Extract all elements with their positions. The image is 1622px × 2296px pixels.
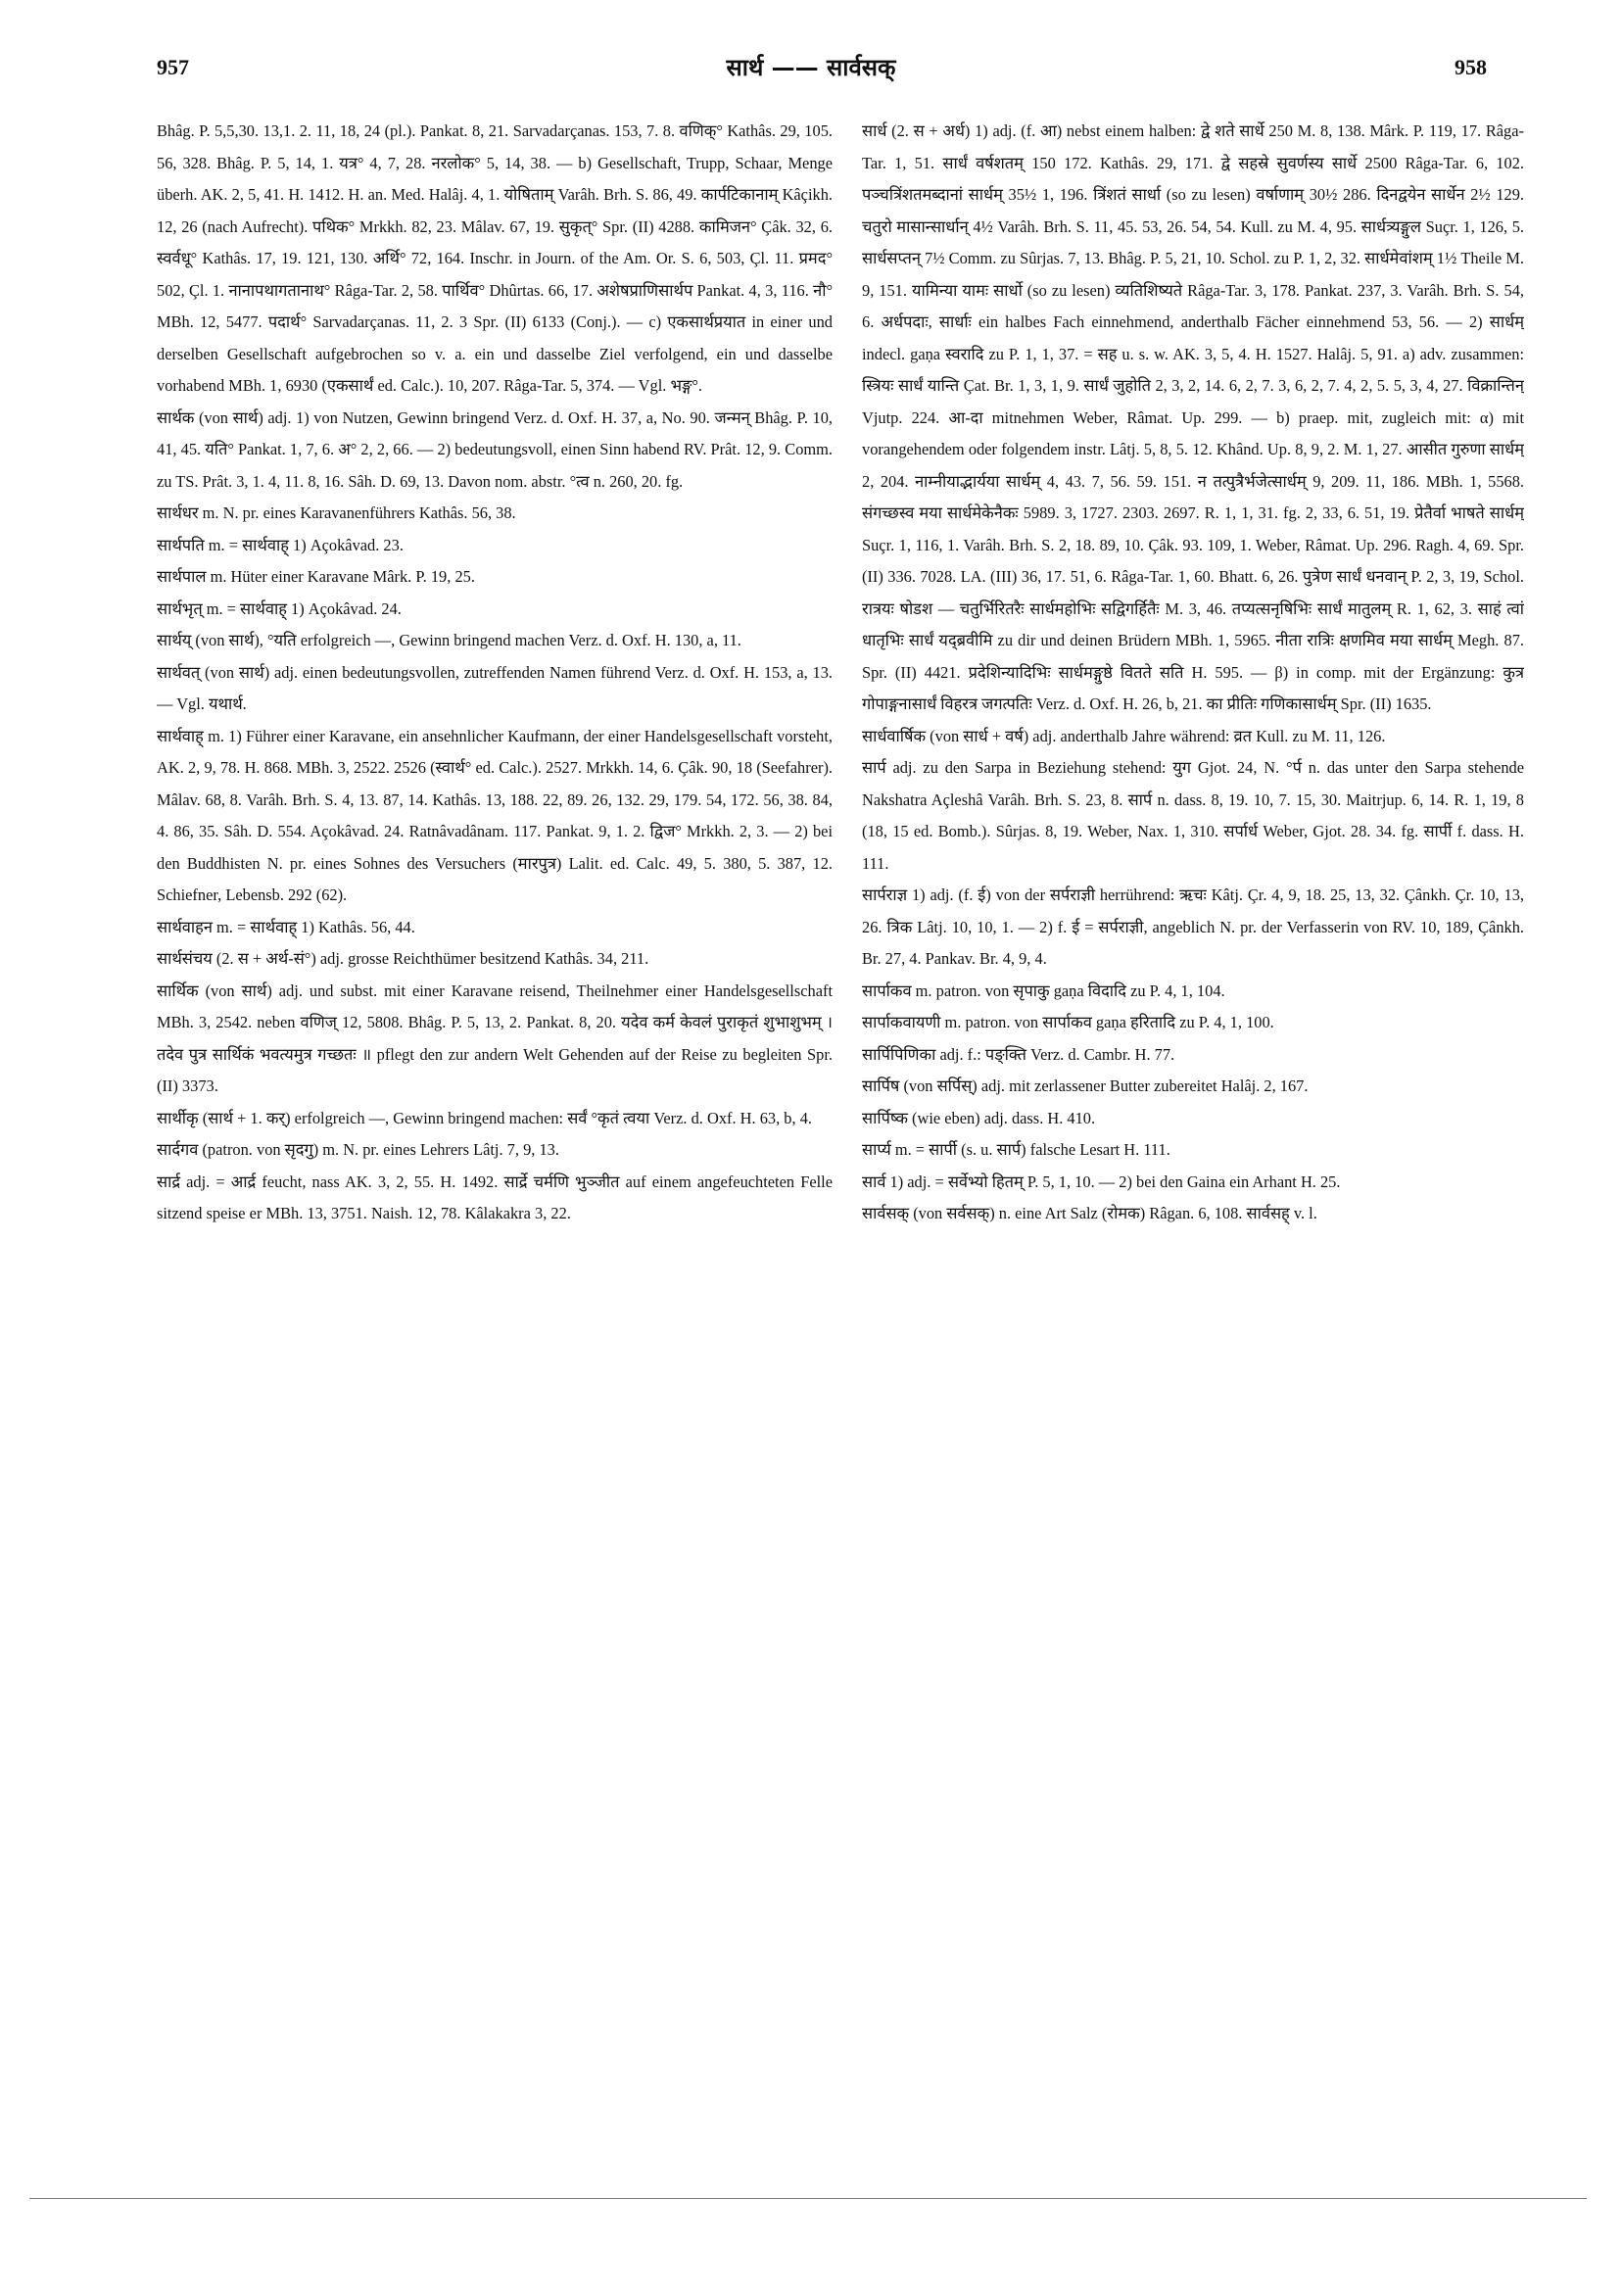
bottom-rule xyxy=(29,2198,1587,2199)
entry-paragraph: सार्थपति m. = सार्थवाह् 1) Açokâvad. 23. xyxy=(157,535,404,554)
entry-paragraph: सार्वसक् (von सर्वसक्) n. eine Art Salz (रोमक) Râgan. 6, 108. सार्वसह् v. l. xyxy=(862,1204,1317,1222)
page-number-left: 957 xyxy=(157,55,189,79)
entry-paragraph: सार्थीकृ (सार्थ + 1. कर्) erfolgreich —, Gewinn bringend machen: सर्वं °कृतं त्वया Verz. d. Oxf. H. 63, b, 4. xyxy=(157,1108,812,1127)
entry-paragraph: सार्प adj. zu den Sarpa in Beziehung stehend: युग Gjot. 24, N. °र्प n. das unter den Sarpa stehende Nakshatra Açleshâ Varâh. Brh. S. 23, 8. सार्प n. dass. 8, 19. 10, 7. 15, 30. Maitrjup. 6, 14. R. 1, 19, 8 (18, 15 ed. Bomb.). Sûrjas. 8, 19. Weber, Nax. 1, 310. सर्पार्ध Weber, Gjot. 28. 34. fg. सार्पी f. dass. H. 111. xyxy=(862,758,1524,873)
entry-paragraph: सार्थवत् (von सार्थ) adj. einen bedeutungsvollen, zutreffenden Namen führend Verz. d. Oxf. H. 153, a, 13. — Vgl. यथार्थ. xyxy=(157,662,833,713)
entry-paragraph: सार्थक (von सार्थ) adj. 1) von Nutzen, Gewinn bringend Verz. d. Oxf. H. 37, a, No. 90. जन्मन् Bhâg. P. 10, 41, 45. यति° Pankat. 1, 7, 6. अ° 2, 2, 66. — 2) bedeutungsvoll, einen Sinn habend RV. Prât. 12, 9. Comm. zu TS. Prât. 3, 1. 4, 11. 8, 16. Sâh. D. 69, 13. Davon nom. abstr. °त्व n. 260, 20. fg. xyxy=(157,407,833,491)
entry-paragraph: सार्प्य m. = सार्पी (s. u. सार्प) falsche Lesart H. 111. xyxy=(862,1140,1170,1159)
entry-paragraph: सार्थवाहन m. = सार्थवाह् 1) Kathâs. 56, 44. xyxy=(157,917,415,936)
entry-paragraph: सार्थवाह् m. 1) Führer einer Karavane, ein ansehnlicher Kaufmann, der einer Handelsgesellschaft vorsteht, AK. 2, 9, 78. H. 868. MBh. 3, 2522. 2526 (स्वार्थ° ed. Calc.). 2527. Mrkkh. 14, 6. Çâk. 90, 18 (Seefahrer). Mâlav. 68, 8. Varâh. Brh. S. 4, 13. 87, 14. Kathâs. 13, 188. 22, 89. 26, 132. 29, 179. 54, 172. 56, 38. 84, 4. 86, 35. Sâh. D. 554. Açokâvad. 24. Ratnâvadânam. 117. Pankat. 9, 1. 2. द्विज° Mrkkh. 2, 3. — 2) bei den Buddhisten N. pr. eines Sohnes des Versuchers (मारपुत्र) Lalit. ed. Calc. 49, 5. 380, 5. 387, 12. Schiefner, Lebensb. 292 (62). xyxy=(157,726,833,904)
entry-paragraph: सार्दगव (patron. von सृदगु) m. N. pr. eines Lehrers Lâtj. 7, 9, 13. xyxy=(157,1140,559,1159)
entry-paragraph: सार्पिष्क (wie eben) adj. dass. H. 410. xyxy=(862,1108,1096,1127)
entry-paragraph: सार्पाकवायणी m. patron. von सार्पाकव gaṇa हरितादि zu P. 4, 1, 100. xyxy=(862,1013,1274,1031)
running-title: सार्थ —— सार्वसक् xyxy=(726,54,896,81)
entry-paragraph: Bhâg. P. 5,5,30. 13,1. 2. 11, 18, 24 (pl.). Pankat. 8, 21. Sarvadarçanas. 153, 7. 8. वणिक्° Kathâs. 29, 105. 56, 328. Bhâg. P. 5, 14, 1. यत्र° 4, 7, 28. नरलोक° 5, 14, 38. — b) Gesellschaft, Trupp, Schaar, Menge überh. AK. 2, 5, 41. H. 1412. H. an. Med. Halâj. 4, 1. योषिताम् Varâh. Brh. S. 86, 49. कार्पटिकानाम् Kâçikh. 12, 26 (nach Aufrecht). पथिक° Mrkkh. 82, 23. Mâlav. 67, 19. सुकृत्° Spr. (II) 4288. कामिजन° Çâk. 32, 6. स्वर्वधू° Kathâs. 17, 19. 121, 130. अर्थि° 72, 164. Inschr. in Journ. of the Am. Or. S. 6, 503, Çl. 11. प्रमद° 502, Çl. 1. नानापथागतानाथ° Râga-Tar. 2, 58. पार्थिव° Dhûrtas. 66, 17. अशेषप्राणिसार्थप Pankat. 4, 3, 116. नौ° MBh. 12, 5477. पदार्थ° Sarvadarçanas. 11, 2. 3 Spr. (II) 6133 (Conj.). — c) एकसार्थप्रयात in einer und derselben Gesellschaft aufgebrochen so v. a. ein und dasselbe Ziel verfolgend, ein und dasselbe vorhabend MBh. 1, 6930 (एकसार्थं ed. Calc.). 10, 207. Râga-Tar. 5, 374. — Vgl. भङ्ग°. xyxy=(157,121,833,395)
entry-paragraph: सार्थसंचय (2. स + अर्थ-सं°) adj. grosse Reichthümer besitzend Kathâs. 34, 211. xyxy=(157,949,649,968)
page-header xyxy=(0,51,1622,90)
entry-paragraph: सार्थधर m. N. pr. eines Karavanenführers Kathâs. 56, 38. xyxy=(157,503,516,522)
page-number-right: 958 xyxy=(1455,55,1487,79)
entry-paragraph: सार्द्र adj. = आर्द्र feucht, nass AK. 3, 2, 55. H. 1492. सार्द्रे चर्मणि भुञ्जीत auf einem angefeuchteten Felle sitzend speise er MBh. 13, 3751. Naish. 12, 78. Kâlakakra 3, 22. xyxy=(157,1172,833,1222)
entry-paragraph: सार्पिपिणिका adj. f.: पङ्क्ति Verz. d. Cambr. H. 77. xyxy=(862,1044,1175,1064)
entry-paragraph: सार्थिक (von सार्थ) adj. und subst. mit einer Karavane reisend, Theilnehmer einer Handelsgesellschaft MBh. 3, 2542. neben वणिज् 12, 5808. Bhâg. P. 5, 13, 2. Pankat. 8, 20. यदेव कर्म केवलं पुराकृतं शुभाशुभम् । तदेव पुत्र सार्थिकं भवत्यमुत्र गच्छतः ॥ pflegt den zur andern Welt Gehenden auf der Reise zu begleiten Spr. (II) 3373. xyxy=(157,981,833,1095)
entry-paragraph: सार्ध (2. स + अर्ध) 1) adj. (f. आ) nebst einem halben: द्वे शते सार्धे 250 M. 8, 138. Mârk. P. 119, 17. Râga-Tar. 1, 51. सार्धं वर्षशतम् 150 172. Kathâs. 29, 171. द्वे सहस्रे सुवर्णस्य सार्धे 2500 Râga-Tar. 6, 102. पञ्चत्रिंशतमब्दानां सार्धम् 35½ 1, 196. त्रिंशतं सार्धा (so zu lesen) वर्षाणाम् 30½ 286. दिनद्वयेन सार्धेन 2½ 129. चतुरो मासान्सार्धान् 4½ Varâh. Brh. S. 11, 45. 53, 26. 54, 54. Kull. zu M. 4, 95. सार्धत्र्यङ्गुल Suçr. 1, 126, 5. सार्धसप्तन् 7½ Comm. zu Sûrjas. 7, 13. Bhâg. P. 5, 21, 10. Schol. zu P. 1, 2, 32. सार्धमेवांशम् 1½ Theile M. 9, 151. यामिन्या यामः सार्धो (so zu lesen) व्यतिशिष्यते Râga-Tar. 3, 178. Pankat. 237, 3. Varâh. Brh. S. 54, 6. अर्धपदाः, सार्धाः ein halbes Fach einnehmend, anderthalb Fächer einnehmend 53, 56. — 2) सार्धम् indecl. gaṇa स्वरादि zu P. 1, 1, 37. = सह u. s. w. AK. 3, 5, 4. H. 1527. Halâj. 5, 91. a) adv. zusammen: स्त्रियः सार्धं यान्ति Çat. Br. 1, 3, 1, 9. सार्धं जुहोति 2, 3, 2, 14. 6, 2, 7. 3, 6, 2, 7. 4, 2, 5. 5, 3, 4, 27. विक्रान्तिन् Vjutp. 224. आ-दा mitnehmen Weber, Râmat. Up. 299. — b) praep. mit, zugleich mit: α) mit vorangehendem oder folgendem instr. Lâtj. 5, 8, 5. 12. Khând. Up. 8, 9, 2. M. 1, 27. आसीत गुरुणा सार्धम् 2, 204. नाम्नीयाद्भार्यया सार्धम् 4, 43. 7, 56. 59. 151. न तत्पुत्रैर्भजेत्सार्धम् 9, 209. 11, 186. MBh. 1, 5568. संगच्छस्व मया सार्धमेकेनैकः 5989. 3, 1727. 2303. 2697. R. 1, 1, 31. fg. 2, 33, 6. 51, 19. प्रेतैर्वा भाषते सार्धम् Suçr. 1, 116, 1. Varâh. Brh. S. 2, 18. 89, 10. Çâk. 93. 109, 1. Weber, Râmat. Up. 296. Ragh. 4, 69. Spr. (II) 336. 7028. LA. (III) 36, 17. 51, 6. Râga-Tar. 1, 60. Bhatt. 6, 26. पुत्रेण सार्धं धनवान् P. 2, 3, 19, Schol. रात्रयः षोडश — चतुर्भिरितरैः सार्धमहोभिः सद्विगर्हितैः M. 3, 46. तप्यत्सनृषिभिः सार्धं मातुलम् R. 1, 62, 3. साहं त्वां धातृभिः सार्धं यद्ब्रवीमि zu dir und deinen Brüdern MBh. 1, 5965. नीता रात्रिः क्षणमिव मया सार्धम् Megh. 87. Spr. (II) 4421. प्रदेशिन्यादिभिः सार्धमङ्गुष्ठे वितते सति H. 595. — β) in comp. mit der Ergänzung: कुत्र गोपाङ्गनासार्धं विहरत्र जगत्पतिः Verz. d. Oxf. H. 26, b, 21. का प्रीतिः गणिकासार्धम् Spr. (II) 1635. xyxy=(862,121,1524,713)
entry-paragraph: सार्पाकव m. patron. von सृपाकु gaṇa विदादि zu P. 4, 1, 104. xyxy=(862,981,1225,1000)
entry-paragraph: सार्धवार्षिक (von सार्ध + वर्ष) adj. anderthalb Jahre während: व्रत Kull. zu M. 11, 126. xyxy=(862,726,1386,745)
entry-paragraph: सार्व 1) adj. = सर्वेभ्यो हितम् P. 5, 1, 10. — 2) bei den Gaina ein Arhant H. 25. xyxy=(862,1172,1341,1191)
entry-paragraph: सार्पराज्ञ 1) adj. (f. ई) von der सर्पराज्ञी herrührend: ऋचः Kâtj. Çr. 4, 9, 18. 25, 13, 32. Çânkh. Çr. 10, 13, 26. त्रिक Lâtj. 10, 10, 1. — 2) f. ई = सर्पराज्ञी, angeblich N. pr. der Verfasserin von RV. 10, 189, Çânkh. Br. 27, 4. Pankav. Br. 4, 9, 4. xyxy=(862,885,1524,968)
entry-paragraph: सार्थपाल m. Hüter einer Karavane Mârk. P. 19, 25. xyxy=(157,567,475,586)
entry-paragraph: सार्पिष (von सर्पिस्) adj. mit zerlassener Butter zubereitet Halâj. 2, 167. xyxy=(862,1076,1309,1095)
right-column xyxy=(862,116,1524,2153)
entry-paragraph: सार्थय् (von सार्थ), °यति erfolgreich —, Gewinn bringend machen Verz. d. Oxf. H. 130, a, 11. xyxy=(157,631,741,649)
left-column xyxy=(157,116,833,2153)
entry-paragraph: सार्थभृत् m. = सार्थवाह् 1) Açokâvad. 24. xyxy=(157,598,402,618)
